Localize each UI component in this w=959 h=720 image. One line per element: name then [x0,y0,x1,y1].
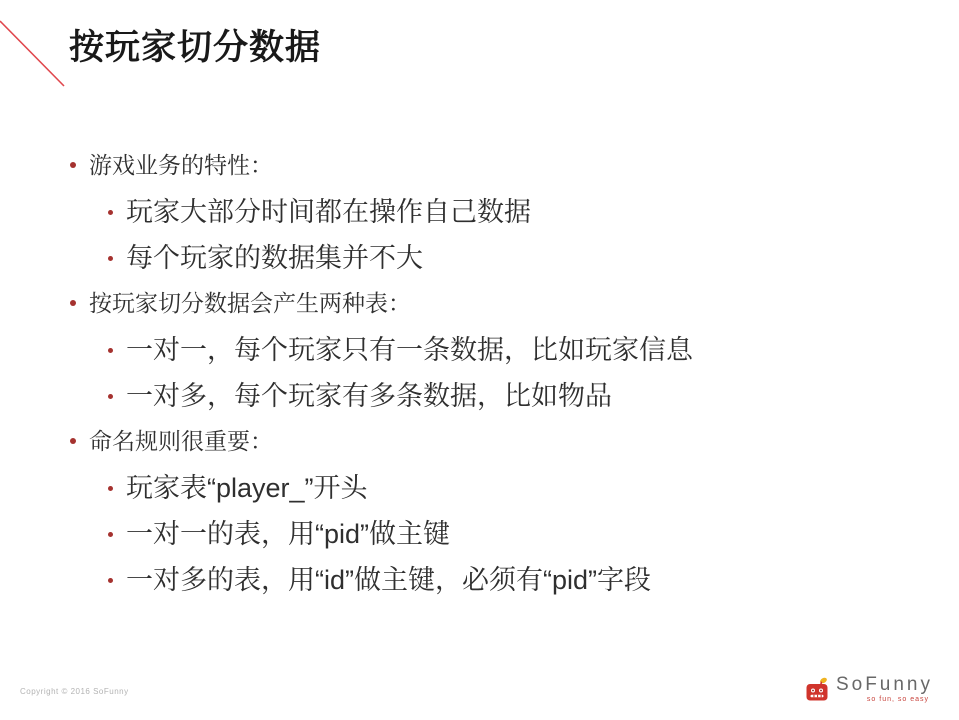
bullet-text: 一对一的表，用“pid”做主键 [126,519,451,549]
page-title: 按玩家切分数据 [69,28,322,67]
logo-tagline: so fun, so easy [866,696,929,703]
bullet-dot-icon [108,532,113,537]
bullet-item-l2 [108,518,870,550]
bullet-dot-icon [70,162,76,168]
bullet-text: 命名规则很重要： [89,428,273,454]
bullet-item-l2 [108,472,870,504]
bullet-dot-icon [108,210,113,215]
bullet-item-l2 [108,380,870,412]
bullet-item-l1 [70,150,870,180]
bullet-item-l2 [108,334,870,366]
bullet-text: 一对一，每个玩家只有一条数据，比如玩家信息 [126,335,693,365]
bullet-list [70,150,870,610]
copyright-text: Copyright © 2016 SoFunny [20,687,129,696]
bullet-dot-icon [108,348,113,353]
sofunny-mascot-icon [805,676,831,704]
bullet-dot-icon [70,438,76,444]
bullet-text: 玩家表“player_”开头 [126,473,368,503]
bullet-text: 一对多，每个玩家有多条数据，比如物品 [126,381,612,411]
sofunny-logo [805,674,933,704]
bullet-item-l1 [70,288,870,318]
bullet-text: 游戏业务的特性： [89,152,273,178]
bullet-dot-icon [70,300,76,306]
bullet-text: 按玩家切分数据会产生两种表： [89,290,411,316]
bullet-dot-icon [108,256,113,261]
bullet-text: 每个玩家的数据集并不大 [126,243,423,273]
bullet-item-l2 [108,242,870,274]
bullet-item-l1 [70,426,870,456]
bullet-text: 玩家大部分时间都在操作自己数据 [126,197,531,227]
bullet-text: 一对多的表，用“id”做主键，必须有“pid”字段 [126,565,652,595]
bullet-dot-icon [108,486,113,491]
logo-wordmark: SoFunny [835,674,933,695]
bullet-item-l2 [108,564,870,596]
bullet-dot-icon [108,578,113,583]
bullet-dot-icon [108,394,113,399]
logo-textblock [836,674,933,704]
accent-line [0,0,70,95]
bullet-item-l2 [108,196,870,228]
